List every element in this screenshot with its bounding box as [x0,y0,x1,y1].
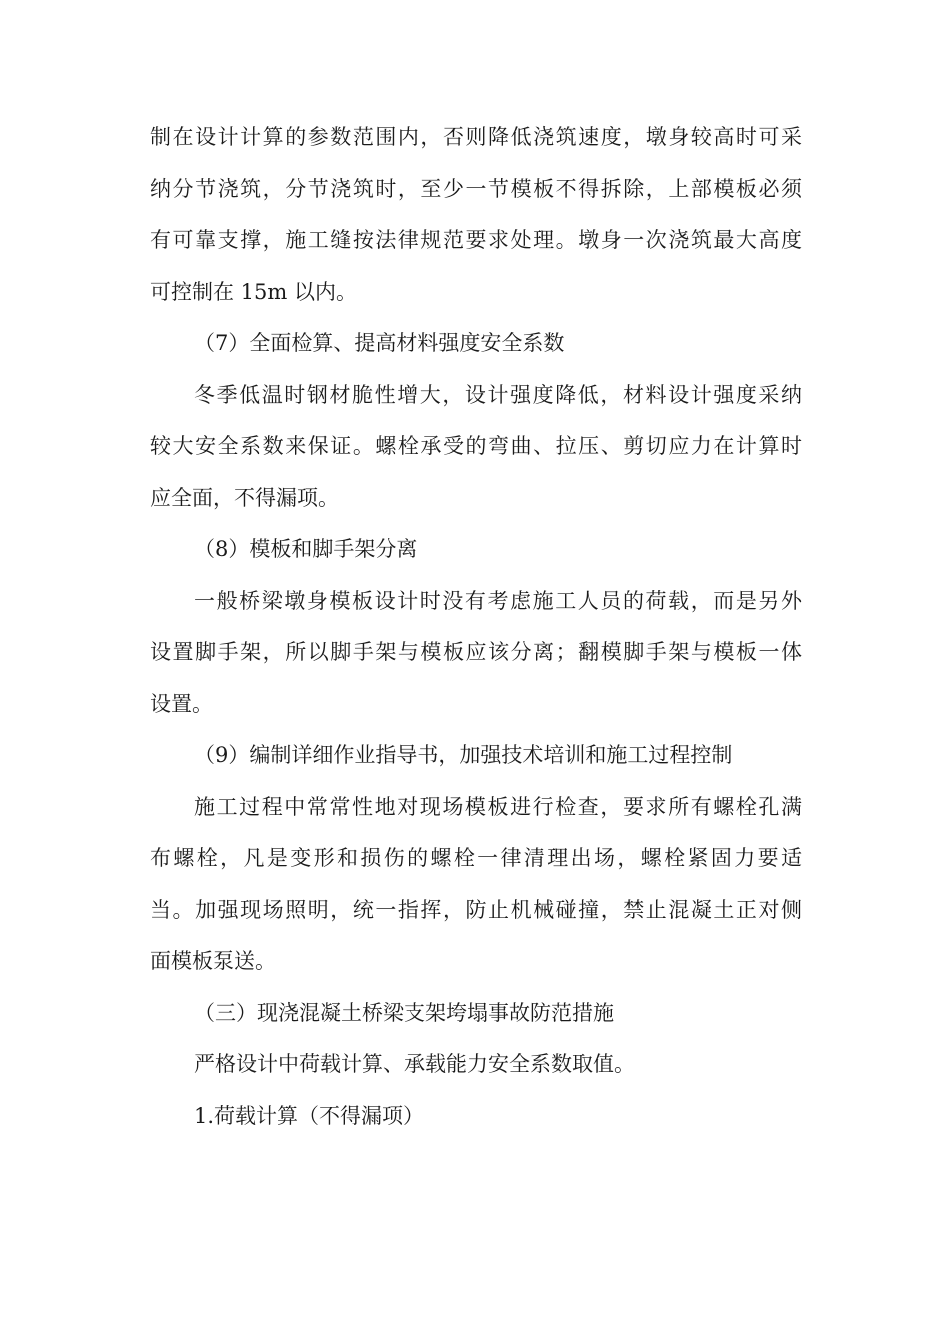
text-line: （8）模板和脚手架分离 [194,537,418,561]
text-line: 应全面，不得漏项。 [150,485,339,510]
text-line: 施工过程中常常性地对现场模板进行检查，要求所有螺栓孔满 [194,794,802,819]
text-line: （7）全面检算、提高材料强度安全系数 [194,331,565,355]
text-line: 有可靠支撑，施工缝按法律规范要求处理。墩身一次浇筑最大高度 [150,228,802,252]
text-line: 设置。 [150,691,213,716]
text-line: 纳分节浇筑，分节浇筑时，至少一节模板不得拆除，上部模板必须 [150,176,802,201]
text-line: 布螺栓，凡是变形和损伤的螺栓一律清理出场，螺栓紧固力要适 [150,846,802,870]
text-line: 冬季低温时钢材脆性增大，设计强度降低，材料设计强度采纳 [194,382,802,407]
text-line: 制在设计计算的参数范围内，否则降低浇筑速度，墩身较高时可采 [150,125,802,149]
text-line: 可控制在 15m 以内。 [150,279,357,304]
document-body [150,112,802,1142]
text-line: 严格设计中荷载计算、承载能力安全系数取值。 [194,1052,635,1076]
text-line: （9）编制详细作业指导书，加强技术培训和施工过程控制 [194,743,733,767]
text-line: 设置脚手架，所以脚手架与模板应该分离；翻模脚手架与模板一体 [150,640,802,664]
text-line: 较大安全系数来保证。螺栓承受的弯曲、拉压、剪切应力在计算时 [150,434,802,458]
text-line: 一般桥梁墩身模板设计时没有考虑施工人员的荷载，而是另外 [194,588,802,613]
text-line: 面模板泵送。 [150,949,276,973]
text-line: 1.荷载计算（不得漏项） [194,1103,425,1128]
text-line: （三）现浇混凝土桥梁支架垮塌事故防范措施 [194,1000,614,1025]
text-line: 当。加强现场照明，统一指挥，防止机械碰撞，禁止混凝土正对侧 [150,897,802,922]
